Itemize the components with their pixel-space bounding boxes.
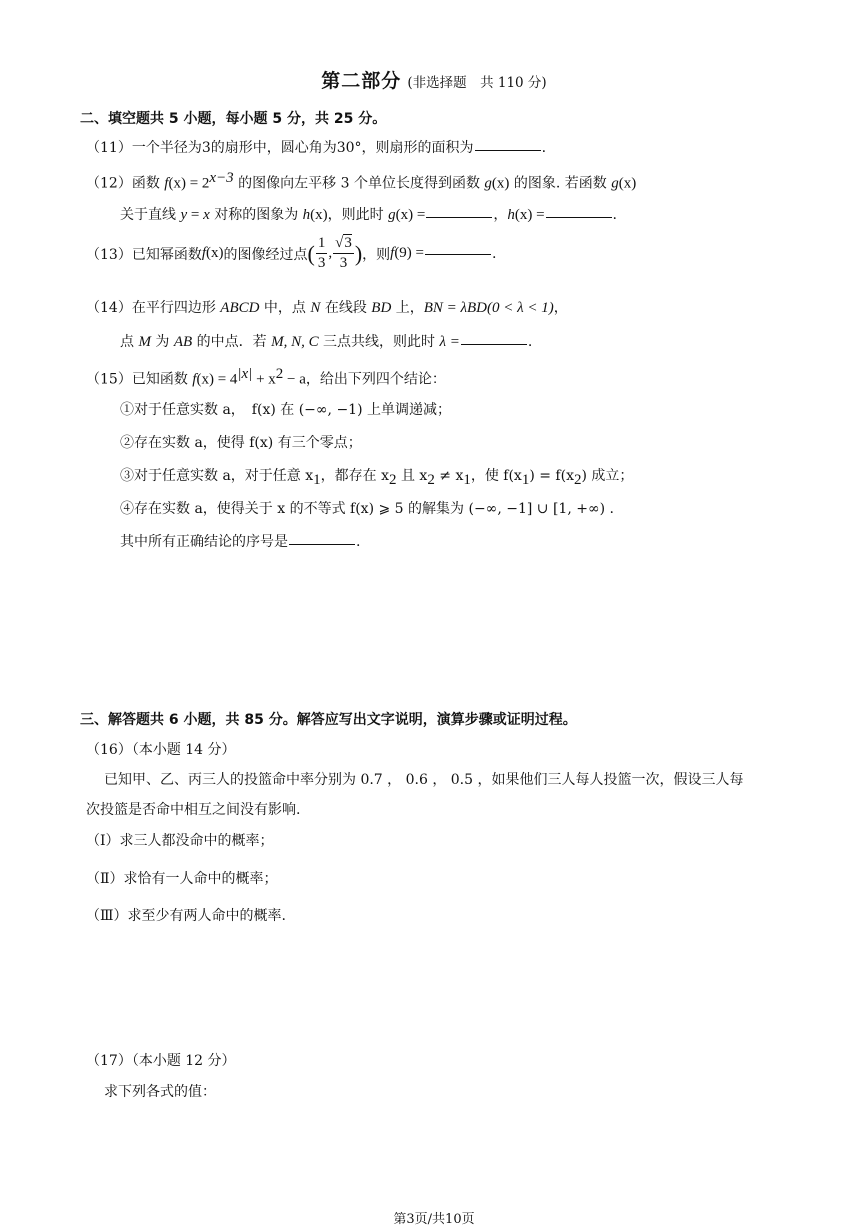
q12-answer-blank-g xyxy=(426,216,492,218)
question-12-line2 xyxy=(120,204,617,224)
q12-hx: (x) xyxy=(310,207,328,223)
q14-period: . xyxy=(527,334,533,350)
q16-item-2: （Ⅱ）求恰有一人命中的概率； xyxy=(86,871,278,887)
q12-text3: 的图象. 若函数 xyxy=(509,175,612,192)
q13-lparen: ( xyxy=(307,240,315,266)
q11-period: . xyxy=(541,140,547,156)
q13-text2: 的图像经过点 xyxy=(223,246,308,263)
q13-point-comma: , xyxy=(328,245,333,261)
q12-g2: g xyxy=(611,175,619,192)
q15-c3-e: ，使 f(x xyxy=(470,468,522,484)
part-title xyxy=(0,66,868,93)
q15-final-line xyxy=(120,531,360,551)
q14-text: 在平行四边形 xyxy=(131,300,221,316)
q14-abcd: ABCD xyxy=(220,300,260,316)
q12-g3: g xyxy=(388,207,396,223)
section3-heading: 三、解答题共 6 小题，共 85 分。解答应写出文字说明，演算步骤或证明过程。 xyxy=(80,712,577,728)
q15-text: 已知函数 xyxy=(131,371,193,388)
q15-c3-sub1: 1 xyxy=(313,471,321,488)
q15-conclusion-2: ②存在实数 a，使得 f(x) 有三个零点； xyxy=(120,435,362,451)
q13-f2-num xyxy=(333,236,354,254)
question-15 xyxy=(86,366,446,389)
q15-x: + x xyxy=(252,371,276,388)
q15-minus-a: − a xyxy=(283,371,306,388)
q14-answer-blank xyxy=(461,343,527,345)
q11-number: （11） xyxy=(86,140,132,156)
q15-c3-b: ，都存在 x xyxy=(320,468,390,484)
q15-square: 2 xyxy=(275,366,284,382)
q12-h2: h xyxy=(507,207,515,223)
q12-y: y xyxy=(180,207,188,223)
q11-text: 一个半径为3的扇形中，圆心角为30°，则扇形的面积为 xyxy=(131,140,474,156)
q12-gx-eq: (x) = xyxy=(395,207,426,223)
q12-exponent: x−3 xyxy=(209,170,234,186)
sqrt-icon: √ xyxy=(335,235,344,251)
q14-n: N xyxy=(310,300,321,316)
q13-sqrt-arg: 3 xyxy=(344,235,352,251)
q12-l2-text: 关于直线 xyxy=(120,207,181,223)
q15-conclusion-3 xyxy=(120,465,633,489)
q14-l2-text: 点 xyxy=(120,334,139,350)
q15-c3-sub6: 2 xyxy=(573,471,582,488)
q13-fraction-1 xyxy=(316,236,328,271)
q14-number: （14） xyxy=(86,300,132,316)
q14-comma: ， xyxy=(553,300,568,316)
q15-conclusion-1: ①对于任意实数 a， f(x) 在 (−∞, −1) 上单调递减； xyxy=(120,402,452,418)
q13-f1-den: 3 xyxy=(317,255,326,271)
q13-answer-blank xyxy=(425,253,491,255)
q15-c3-g: ) 成立； xyxy=(581,468,634,484)
q15-text2: ，给出下列四个结论： xyxy=(305,371,446,388)
q15-period: . xyxy=(356,534,361,550)
q14-lambda: λ = xyxy=(439,334,460,350)
q14-l2-text3: 的中点．若 xyxy=(192,334,272,350)
q12-answer-blank-h xyxy=(546,216,612,218)
q14-mnc: M, N, C xyxy=(271,334,319,350)
q15-c3-sub4: 1 xyxy=(463,471,471,488)
q16-paragraph-line1: 已知甲、乙、丙三人的投篮命中率分别为 0.7 ， 0.6 ， 0.5 ，如果他们三人每人投篮一次，假设三人每 xyxy=(104,772,744,788)
q15-exponent: |x| xyxy=(237,366,253,382)
q16-paragraph-line2: 次投篮是否命中相互之间没有影响. xyxy=(86,802,301,818)
q15-last-text: 其中所有正确结论的序号是 xyxy=(120,534,288,550)
q16-item-3: （Ⅲ）求至少有两人命中的概率. xyxy=(86,908,286,924)
q14-text3: 在线段 xyxy=(320,300,372,316)
q13-f1-num: 1 xyxy=(316,236,328,254)
question-12-line1 xyxy=(86,170,636,193)
q15-number: （15） xyxy=(86,371,132,388)
q15-c3-f: ) = f(x xyxy=(529,468,574,484)
question-14-line1 xyxy=(86,297,568,317)
q13-fx: (x) xyxy=(206,245,224,261)
q12-text: 函数 xyxy=(131,175,165,192)
q11-answer-blank xyxy=(475,149,541,151)
question-13 xyxy=(86,236,496,271)
q15-answer-blank xyxy=(289,543,355,545)
part-title-main: 第二部分 xyxy=(321,70,402,92)
q15-c3-sub5: 1 xyxy=(521,471,530,488)
q14-bd: BD xyxy=(371,300,392,316)
section2-heading: 二、填空题共 5 小题，每小题 5 分，共 25 分。 xyxy=(80,111,387,127)
q13-text3: ，则 xyxy=(362,246,391,263)
q15-c3-c: 且 x xyxy=(396,468,428,484)
q14-l2-text4: 三点共线，则此时 xyxy=(318,334,440,350)
q16-number: （16）（本小题 14 分） xyxy=(86,742,236,758)
q12-gx: (x) xyxy=(491,175,510,192)
q13-f9-eq: (9) = xyxy=(394,245,425,261)
q12-comma: ， xyxy=(493,207,508,223)
q12-number: （12） xyxy=(86,175,132,192)
q15-formula: (x) = 4 xyxy=(196,371,238,388)
part-title-sub: (非选择题 共 110 分) xyxy=(407,75,547,91)
q14-text4: 上， xyxy=(391,300,424,316)
q17-number: （17）（本小题 12 分） xyxy=(86,1053,236,1069)
q13-f9: f xyxy=(390,245,395,261)
q13-f2-den: 3 xyxy=(339,255,348,271)
q14-m: M xyxy=(138,334,151,350)
q14-text2: 中，点 xyxy=(259,300,311,316)
q12-g: g xyxy=(484,175,492,192)
q12-text2: 的图像向左平移 3 个单位长度得到函数 xyxy=(233,175,485,192)
q12-l2-text2: 对称的图象为 xyxy=(209,207,303,223)
q15-c3-sub3: 2 xyxy=(427,471,435,488)
q13-period: . xyxy=(492,245,497,262)
question-14-line2 xyxy=(120,331,532,351)
q12-x: x xyxy=(203,207,210,223)
q12-l2-text3: ，则此时 xyxy=(327,207,389,223)
q14-ab: AB xyxy=(173,334,193,350)
q15-c3-a: ③对于任意实数 a，对于任意 x xyxy=(120,468,314,484)
question-11 xyxy=(86,137,546,157)
q13-f: f xyxy=(201,245,206,261)
page-footer: 第3页/共10页 xyxy=(393,1212,475,1227)
q14-l2-text2: 为 xyxy=(150,334,174,350)
q16-item-1: （Ⅰ）求三人都没命中的概率； xyxy=(86,833,274,849)
q14-vector-eq: BN = λBD(0 < λ < 1) xyxy=(423,300,554,316)
q12-f: f xyxy=(164,175,169,192)
q15-f: f xyxy=(192,371,197,388)
q13-rparen: ) xyxy=(354,240,363,266)
q12-formula: (x) = 2 xyxy=(168,175,210,192)
q15-c3-sub2: 2 xyxy=(389,471,397,488)
q13-fraction-2 xyxy=(333,236,354,271)
q15-c3-d: ≠ x xyxy=(434,468,464,484)
q12-hx-eq: (x) = xyxy=(514,207,545,223)
q12-eq: = xyxy=(187,207,204,223)
q15-conclusion-4: ④存在实数 a，使得关于 x 的不等式 f(x) ⩾ 5 的解集为 (−∞, −1] ∪ [1, +∞) . xyxy=(120,501,614,517)
q13-number: （13） xyxy=(86,246,132,263)
q12-period: . xyxy=(612,207,617,223)
q12-h: h xyxy=(302,207,311,223)
q13-text: 已知幂函数 xyxy=(131,246,202,263)
q12-gx2: (x) xyxy=(618,175,637,192)
q17-text: 求下列各式的值： xyxy=(104,1084,216,1100)
